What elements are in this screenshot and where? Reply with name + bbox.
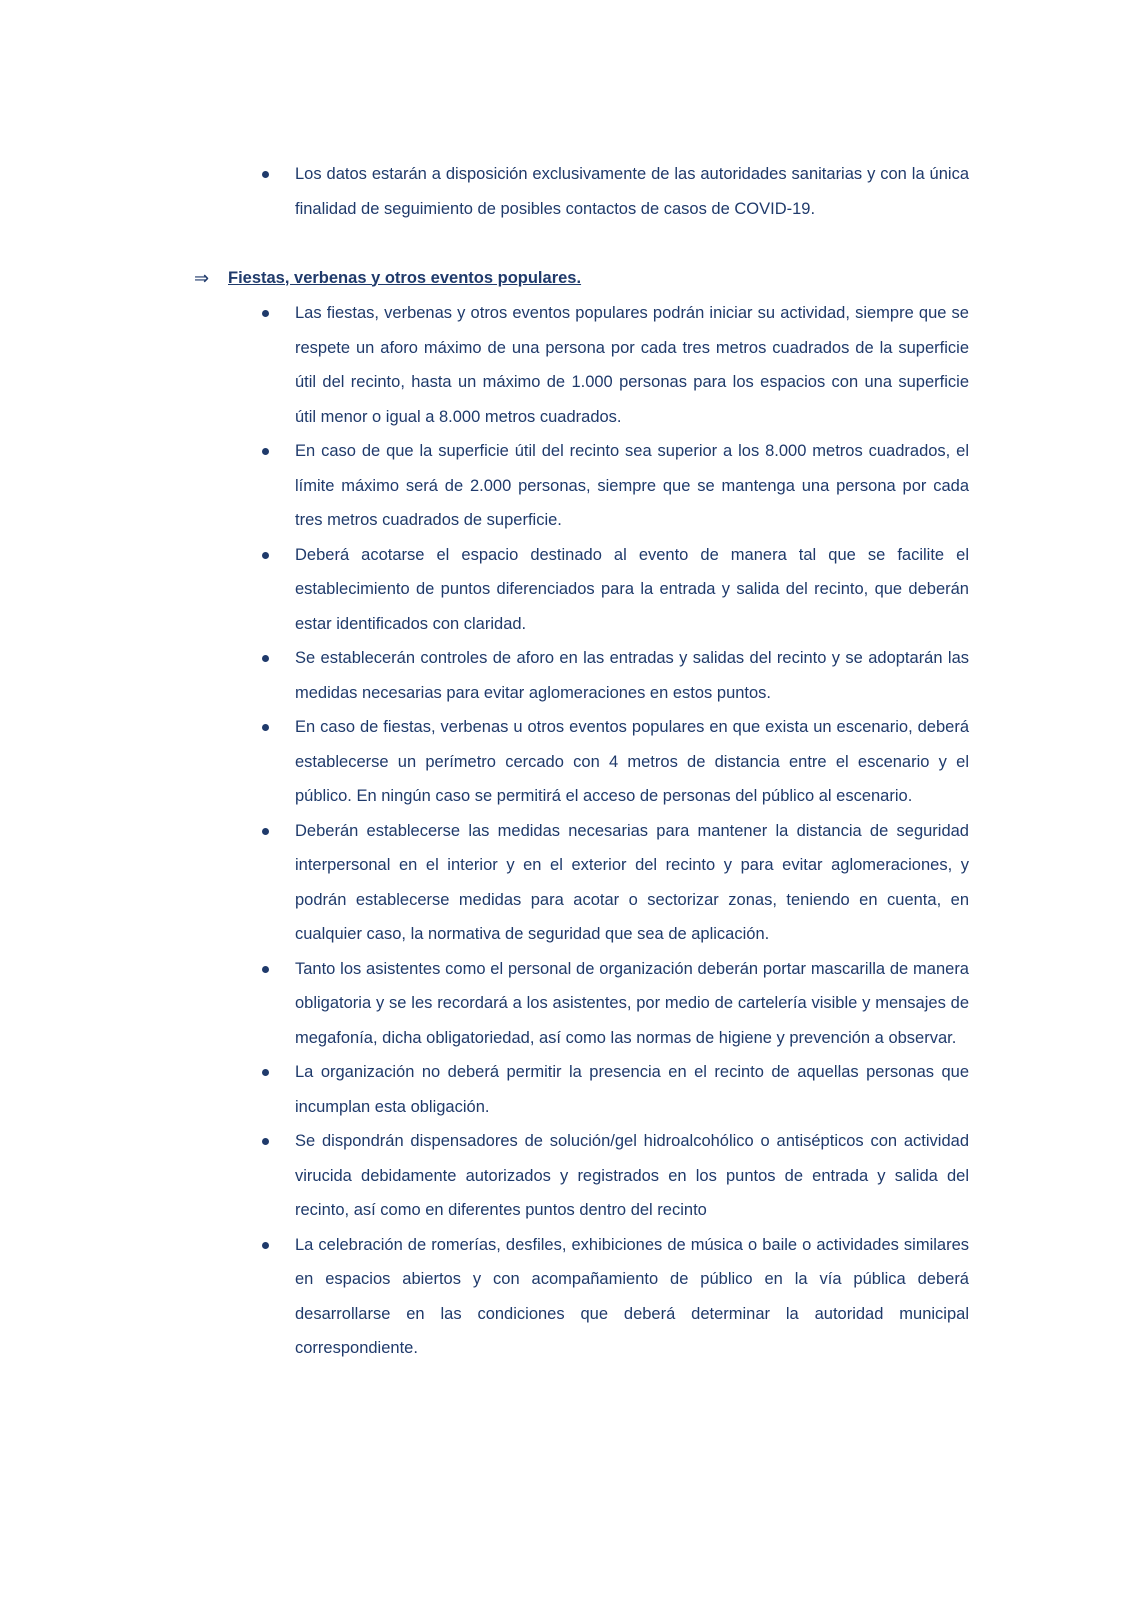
double-arrow-icon: ⇒ xyxy=(194,268,210,288)
bullet-dot-icon xyxy=(262,828,269,835)
bullet-text: Las fiestas, verbenas y otros eventos populares podrán iniciar su actividad, siempre que se respete un aforo máximo de una persona por cada tres metros cuadrados de la superficie útil del recinto, hasta un máximo de 1.000 personas para los espacios con una superficie útil menor o igual a 8.000 metros cuadrados. xyxy=(295,304,969,426)
bullet-item xyxy=(295,814,969,952)
bullet-item xyxy=(295,296,969,434)
bullet-text: Deberá acotarse el espacio destinado al evento de manera tal que se facilite el establecimiento de puntos diferenciados para la entrada y salida del recinto, que deberán estar identificados con claridad. xyxy=(295,545,969,633)
bullet-text: Se establecerán controles de aforo en las entradas y salidas del recinto y se adoptarán las medidas necesarias para evitar aglomeraciones en estos puntos. xyxy=(295,649,969,702)
section-title: Fiestas, verbenas y otros eventos populares. xyxy=(228,268,582,287)
bullet-text: La organización no deberá permitir la presencia en el recinto de aquellas personas que incumplan esta obligación. xyxy=(295,1063,969,1116)
bullet-item xyxy=(295,1055,969,1124)
intro-bullet-list xyxy=(295,157,969,226)
bullet-text: En caso de fiestas, verbenas u otros eventos populares en que exista un escenario, deberá establecerse un perímetro cercado con 4 metros de distancia entre el escenario y el público. En ningún caso se permitirá el acceso de personas del público al escenario. xyxy=(295,718,969,805)
bullet-item xyxy=(295,157,969,226)
bullet-item xyxy=(295,1228,969,1366)
bullet-dot-icon xyxy=(262,310,269,317)
section-bullet-list xyxy=(295,296,969,1366)
bullet-dot-icon xyxy=(262,1069,269,1076)
section-heading xyxy=(194,263,581,293)
bullet-dot-icon xyxy=(262,552,269,559)
bullet-text: Los datos estarán a disposición exclusivamente de las autoridades sanitarias y con la única finalidad de seguimiento de posibles contactos de casos de COVID-19. xyxy=(295,165,969,218)
bullet-item xyxy=(295,641,969,710)
bullet-item xyxy=(295,538,969,642)
bullet-item xyxy=(295,1124,969,1228)
bullet-text: En caso de que la superficie útil del recinto sea superior a los 8.000 metros cuadrados, el límite máximo será de 2.000 personas, siempre que se mantenga una persona por cada tres metros cuadrados de superficie. xyxy=(295,442,969,529)
bullet-text: Se dispondrán dispensadores de solución/gel hidroalcohólico o antisépticos con actividad virucida debidamente autorizados y registrados en los puntos de entrada y salida del recinto, así como en diferentes puntos dentro del recinto xyxy=(295,1132,969,1219)
bullet-dot-icon xyxy=(262,655,269,662)
bullet-dot-icon xyxy=(262,1138,269,1145)
bullet-dot-icon xyxy=(262,1242,269,1249)
bullet-dot-icon xyxy=(262,448,269,455)
bullet-text: Tanto los asistentes como el personal de organización deberán portar mascarilla de manera obligatoria y se les recordará a los asistentes, por medio de cartelería visible y mensajes de megafonía, dicha obligatoriedad, así como las normas de higiene y prevención a observar. xyxy=(295,959,969,1047)
bullet-dot-icon xyxy=(262,171,269,178)
bullet-item xyxy=(295,434,969,538)
bullet-text: Deberán establecerse las medidas necesarias para mantener la distancia de seguridad interpersonal en el interior y en el exterior del recinto y para evitar aglomeraciones, y podrán establecerse medidas para acotar o sectorizar zonas, teniendo en cuenta, en cualquier caso, la normativa de seguridad que sea de aplicación. xyxy=(295,821,969,943)
bullet-item xyxy=(295,952,969,1056)
bullet-item xyxy=(295,710,969,814)
bullet-dot-icon xyxy=(262,966,269,973)
bullet-text: La celebración de romerías, desfiles, exhibiciones de música o baile o actividades similares en espacios abiertos y con acompañamiento de público en la vía pública deberá desarrollarse en las condiciones que deberá determinar la autoridad municipal correspondiente. xyxy=(295,1235,969,1357)
bullet-dot-icon xyxy=(262,724,269,731)
